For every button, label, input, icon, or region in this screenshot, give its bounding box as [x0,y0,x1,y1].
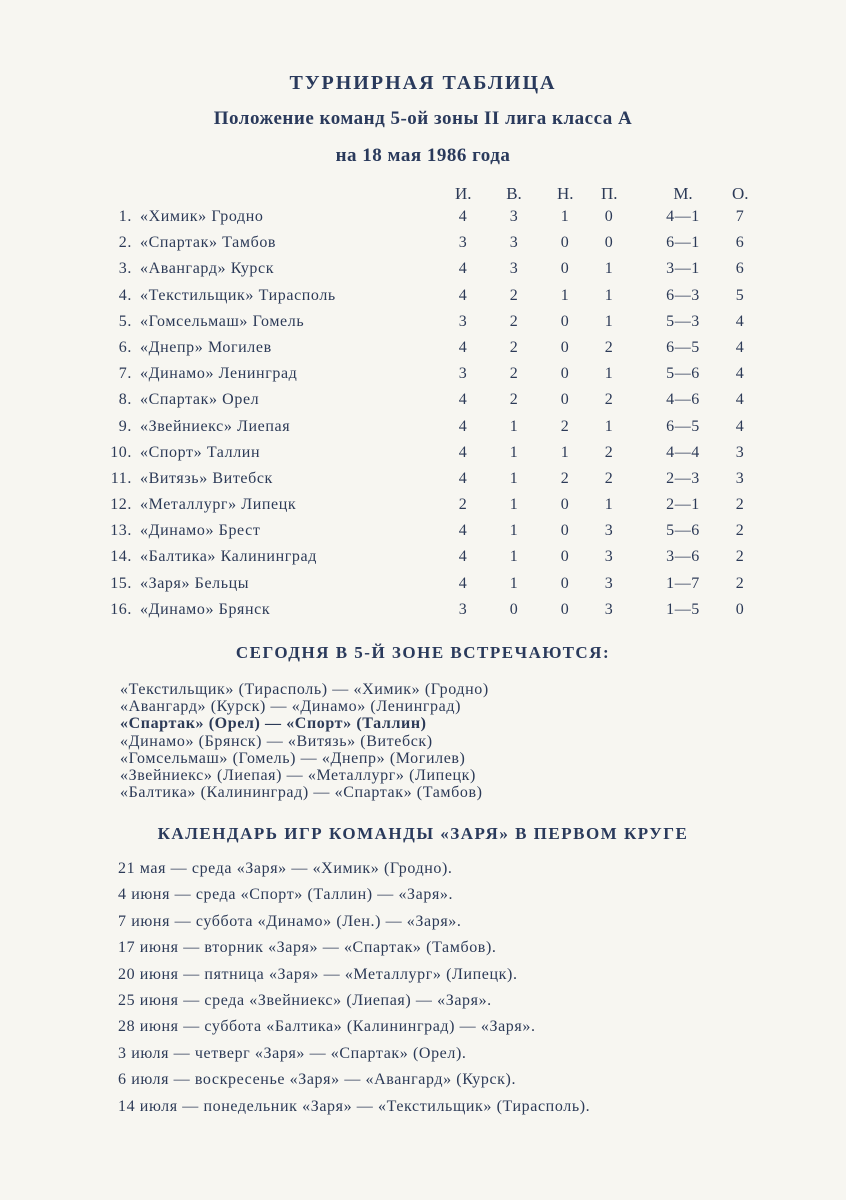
cell-num: 9. [118,417,132,435]
col-header-games: И. [455,184,472,203]
list-item: 21 мая — среда «Заря» — «Химик» (Гродно). [118,860,453,877]
cell-i: 4 [458,286,468,304]
cell-p: 1 [604,260,614,278]
cell-v: 0 [509,600,519,618]
cell-n: 1 [560,443,570,461]
cell-i: 4 [458,260,468,278]
cell-n: 0 [560,365,570,383]
cell-o: 2 [735,574,745,592]
cell-p: 3 [604,574,614,592]
cell-n: 0 [560,338,570,356]
list-item: 20 июня — пятница «Заря» — «Металлург» (Липецк). [118,965,518,983]
col-header-draws: Н. [557,184,574,203]
cell-i: 4 [458,417,468,435]
cell-i: 4 [458,522,468,540]
cell-p: 0 [604,208,614,225]
cell-m: 2—3 [666,469,700,487]
cell-team: «Динамо» Брест [140,522,261,540]
cell-p: 1 [604,496,614,514]
cell-m: 6—5 [666,338,700,356]
cell-m: 4—6 [666,391,700,409]
cell-n: 0 [560,548,570,566]
list-item: 6 июля — воскресенье «Заря» — «Авангард» (Курск). [118,1071,517,1089]
cell-v: 1 [509,548,519,566]
table-row [0,597,846,623]
cell-team: «Текстильщик» Тирасполь [140,286,336,304]
cell-p: 2 [604,391,614,409]
cell-m: 3—1 [666,260,700,278]
cell-num: 3. [118,260,132,278]
cell-o: 2 [735,548,745,566]
col-header-wins: В. [506,184,522,203]
cell-p: 1 [604,286,614,304]
cell-n: 0 [560,522,570,540]
list-item: 25 июня — среда «Звейниекс» (Лиепая) — «Заря». [118,991,492,1009]
cell-num: 13. [110,522,132,540]
cell-p: 2 [604,443,614,461]
cell-n: 0 [560,391,570,409]
cell-i: 4 [458,469,468,487]
list-item: «Спартак» (Орел) — «Спорт» (Таллин) [120,715,427,733]
cell-team: «Звейниекс» Лиепая [140,417,291,435]
cell-v: 1 [509,443,519,461]
cell-i: 3 [458,600,468,618]
cell-v: 1 [509,496,519,514]
cell-i: 4 [458,443,468,461]
cell-v: 1 [509,417,519,435]
cell-i: 4 [458,338,468,356]
cell-i: 4 [458,548,468,566]
list-item: 4 июня — среда «Спорт» (Таллин) — «Заря». [118,886,454,904]
cell-team: «Динамо» Ленинград [140,365,298,383]
page-subtitle: Положение команд 5-ой зоны II лига класса А [213,108,633,129]
list-item: «Текстильщик» (Тирасполь) — «Химик» (Гродно) [120,681,489,698]
table-row [0,466,846,492]
cell-o: 4 [735,338,745,356]
cell-v: 3 [509,260,519,278]
cell-m: 4—1 [666,208,700,225]
cell-m: 6—5 [666,417,700,435]
cell-num: 6. [118,338,132,356]
cell-num: 11. [110,469,132,487]
cell-m: 5—6 [666,522,700,540]
cell-n: 0 [560,234,570,252]
cell-num: 14. [110,548,132,566]
cell-m: 3—6 [666,548,700,566]
cell-num: 16. [110,600,132,618]
cell-num: 2. [118,234,132,252]
cell-p: 2 [604,338,614,356]
cell-i: 4 [458,391,468,409]
col-header-points: О. [732,184,749,203]
cell-o: 2 [735,522,745,540]
cell-n: 0 [560,312,570,330]
cell-i: 4 [458,574,468,592]
list-item: «Гомсельмаш» (Гомель) — «Днепр» (Могилев) [120,749,466,767]
cell-team: «Днепр» Могилев [140,338,272,356]
table-row [0,283,846,309]
cell-p: 1 [604,417,614,435]
col-header-goals: М. [673,184,693,203]
cell-v: 2 [509,365,519,383]
cell-m: 6—3 [666,286,700,304]
table-row [0,204,846,230]
cell-n: 2 [560,417,570,435]
cell-num: 4. [118,286,132,304]
cell-m: 1—7 [666,574,700,592]
cell-v: 3 [509,208,519,225]
cell-o: 2 [735,496,745,514]
cell-num: 1. [118,208,132,225]
cell-team: «Спартак» Тамбов [140,234,277,252]
list-item: 7 июня — суббота «Динамо» (Лен.) — «Заря». [118,912,462,930]
cell-m: 5—6 [666,365,700,383]
list-item: 14 июля — понедельник «Заря» — «Текстильщик» (Тирасполь). [118,1097,591,1115]
list-item: 28 июня — суббота «Балтика» (Калининград) — «Заря». [118,1018,536,1036]
cell-o: 7 [735,208,745,225]
cell-n: 0 [560,574,570,592]
cell-m: 1—5 [666,600,700,618]
cell-p: 3 [604,522,614,540]
table-row [0,571,846,597]
cell-v: 2 [509,312,519,330]
cell-team: «Химик» Гродно [140,208,264,225]
standings-table [0,204,846,623]
cell-i: 3 [458,312,468,330]
table-row [0,256,846,282]
cell-m: 4—4 [666,443,700,461]
today-title: СЕГОДНЯ В 5-Й ЗОНЕ ВСТРЕЧАЮТСЯ: [235,643,611,662]
cell-o: 4 [735,365,745,383]
cell-team: «Динамо» Брянск [140,600,271,618]
cell-v: 1 [509,574,519,592]
cell-p: 0 [604,234,614,252]
cell-num: 5. [118,312,132,330]
cell-o: 3 [735,469,745,487]
table-row [0,414,846,440]
cell-team: «Заря» Бельцы [140,574,250,592]
cell-team: «Металлург» Липецк [140,496,297,514]
cell-n: 2 [560,469,570,487]
cell-n: 1 [560,208,570,225]
cell-n: 0 [560,600,570,618]
list-item: «Звейниекс» (Лиепая) — «Металлург» (Липецк) [120,766,476,784]
cell-o: 5 [735,286,745,304]
table-row [0,387,846,413]
cell-p: 1 [604,312,614,330]
table-row [0,544,846,570]
cell-num: 7. [118,365,132,383]
calendar-title: КАЛЕНДАРЬ ИГР КОМАНДЫ «ЗАРЯ» В ПЕРВОМ КРУГЕ [157,824,689,843]
cell-v: 3 [509,234,519,252]
table-row [0,335,846,361]
cell-team: «Спорт» Таллин [140,443,261,461]
cell-p: 2 [604,469,614,487]
standings-header [0,184,846,206]
cell-team: «Балтика» Калининград [140,548,317,566]
cell-v: 2 [509,391,519,409]
cell-i: 4 [458,208,468,225]
cell-p: 3 [604,548,614,566]
date-line: на 18 мая 1986 года [335,145,511,166]
table-row [0,492,846,518]
cell-num: 10. [110,443,132,461]
cell-team: «Спартак» Орел [140,391,260,409]
list-item: «Авангард» (Курск) — «Динамо» (Ленинград) [120,698,462,716]
cell-i: 3 [458,234,468,252]
today-matches-list [120,681,489,801]
cell-o: 4 [735,391,745,409]
cell-num: 8. [118,391,132,409]
table-row [0,309,846,335]
table-row [0,230,846,256]
cell-m: 5—3 [666,312,700,330]
cell-n: 1 [560,286,570,304]
list-item: 3 июля — четверг «Заря» — «Спартак» (Орел). [118,1044,467,1062]
cell-o: 4 [735,312,745,330]
cell-o: 6 [735,260,745,278]
cell-o: 6 [735,234,745,252]
cell-m: 6—1 [666,234,700,252]
cell-num: 15. [110,574,132,592]
cell-team: «Витязь» Витебск [140,469,273,487]
cell-team: «Авангард» Курск [140,260,275,278]
cell-i: 3 [458,365,468,383]
table-row [0,440,846,466]
cell-v: 1 [509,469,519,487]
table-row [0,361,846,387]
cell-o: 0 [735,600,745,618]
cell-o: 4 [735,417,745,435]
cell-n: 0 [560,260,570,278]
col-header-losses: П. [601,184,618,203]
cell-i: 2 [458,496,468,514]
list-item: «Динамо» (Брянск) — «Витязь» (Витебск) [120,732,433,750]
cell-o: 3 [735,443,745,461]
cell-m: 2—1 [666,496,700,514]
cell-p: 1 [604,365,614,383]
list-item: «Балтика» (Калининград) — «Спартак» (Тамбов) [120,784,483,802]
cell-team: «Гомсельмаш» Гомель [140,312,305,330]
cell-v: 1 [509,522,519,540]
page-title: ТУРНИРНАЯ ТАБЛИЦА [289,72,557,94]
cell-p: 3 [604,600,614,618]
cell-v: 2 [509,338,519,356]
cell-n: 0 [560,496,570,514]
list-item: 17 июня — вторник «Заря» — «Спартак» (Тамбов). [118,939,497,957]
cell-v: 2 [509,286,519,304]
table-row [0,518,846,544]
calendar-list [118,860,590,1124]
cell-num: 12. [110,496,132,514]
